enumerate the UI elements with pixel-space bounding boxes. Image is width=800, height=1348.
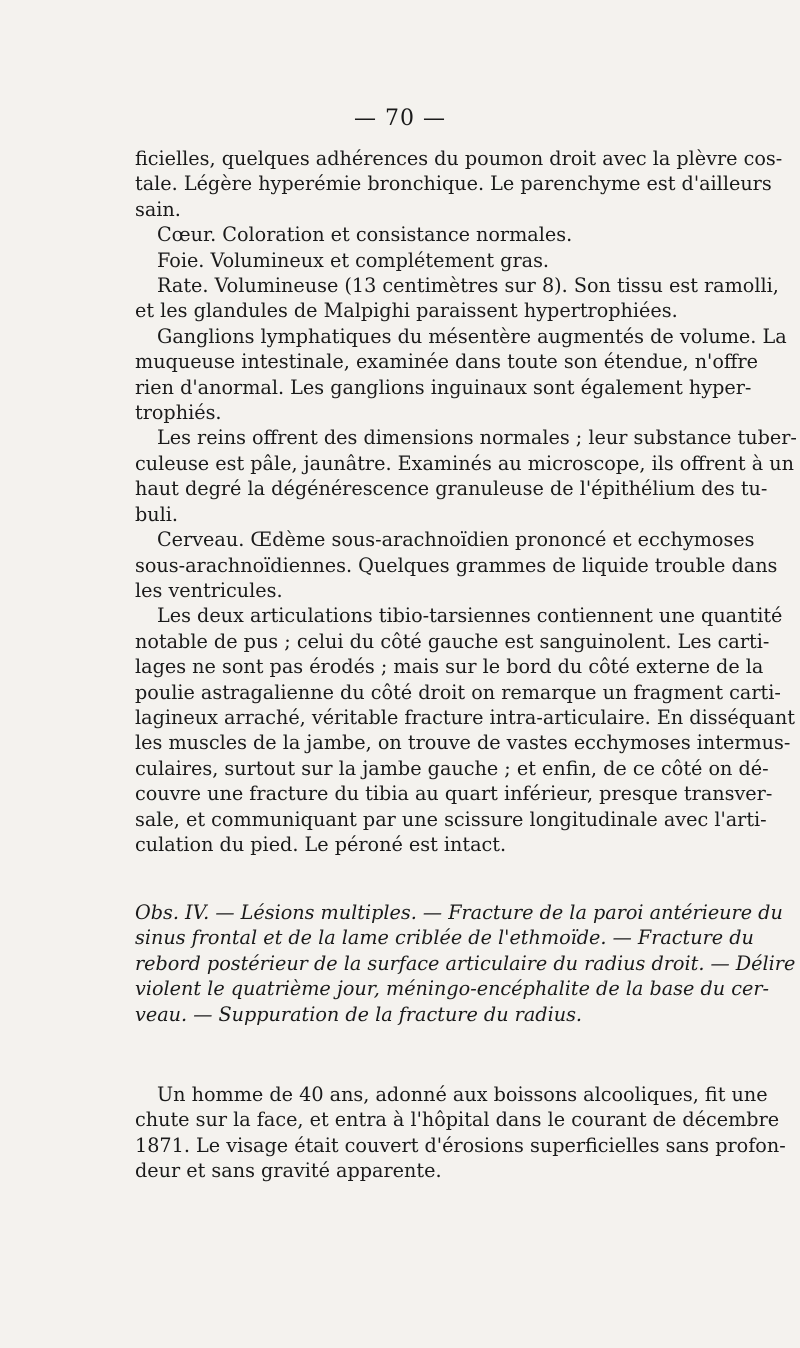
- text-line: Les reins offrent des dimensions normales ; leur substance tuber-: [157, 426, 797, 450]
- text-line: 1871. Le visage était couvert d'érosions superficielles sans profon-: [135, 1133, 786, 1157]
- text-line: buli.: [135, 502, 179, 526]
- text-line: muqueuse intestinale, examinée dans toute son étendue, n'offre: [135, 350, 759, 374]
- text-line: haut degré la dégénérescence granuleuse de l'épithélium des tu-: [135, 477, 768, 501]
- text-line: Rate. Volumineuse (13 centimètres sur 8). Son tissu est ramolli,: [157, 274, 779, 298]
- text-line: Cœur. Coloration et consistance normales.: [157, 223, 573, 247]
- text-line: Foie. Volumineux et complétement gras.: [157, 248, 550, 272]
- text-line: Cerveau. Œdème sous-arachnoïdien prononcé et ecchymoses: [157, 528, 755, 552]
- autopsy-findings: [135, 146, 797, 857]
- text-line: notable de pus ; celui du côté gauche est sanguinolent. Les carti-: [135, 629, 770, 653]
- obs-line: sinus frontal et de la lame criblée de l'ethmoïde. — Fracture du: [135, 926, 754, 950]
- text-line: lagineux arraché, véritable fracture intra-articulaire. En disséquant: [135, 705, 795, 729]
- case-history: [135, 1082, 786, 1184]
- obs-line: veau. — Suppuration de la fracture du radius.: [135, 1002, 583, 1026]
- text-line: couvre une fracture du tibia au quart inférieur, presque transver-: [135, 782, 773, 806]
- text-line: culation du pied. Le péroné est intact.: [135, 832, 507, 856]
- text-line: et les glandules de Malpighi paraissent hypertrophiées.: [135, 299, 678, 323]
- obs-line: rebord postérieur de la surface articulaire du radius droit. — Délire: [135, 951, 796, 975]
- text-line: trophiés.: [135, 401, 222, 425]
- text-line: les ventricules.: [135, 578, 283, 602]
- text-line: Les deux articulations tibio-tarsiennes contiennent une quantité: [157, 604, 783, 628]
- observation-summary: [135, 900, 796, 1027]
- text-line: sous-arachnoïdiennes. Quelques grammes de liquide trouble dans: [135, 553, 778, 577]
- text-line: culaires, surtout sur la jambe gauche ; et enfin, de ce côté on dé-: [135, 756, 769, 780]
- text-line: Un homme de 40 ans, adonné aux boissons alcooliques, fit une: [157, 1083, 768, 1106]
- text-line: sain.: [135, 197, 181, 221]
- text-line: Ganglions lymphatiques du mésentère augmentés de volume. La: [157, 324, 787, 348]
- obs-line: Obs. IV. — Lésions multiples. — Fracture de la paroi antérieure du: [135, 901, 783, 924]
- text-line: les muscles de la jambe, on trouve de vastes ecchymoses intermus-: [135, 731, 791, 755]
- text-line: ficielles, quelques adhérences du poumon droit avec la plèvre cos-: [135, 147, 783, 170]
- page-number: — 70 —: [354, 106, 446, 131]
- text-line: rien d'anormal. Les ganglions inguinaux sont également hyper-: [135, 375, 752, 399]
- text-line: sale, et communiquant par une scissure longitudinale avec l'arti-: [135, 807, 767, 831]
- obs-line: violent le quatrième jour, méningo-encéphalite de la base du cer-: [135, 977, 769, 1001]
- text-line: culeuse est pâle, jaunâtre. Examinés au microscope, ils offrent à un: [135, 451, 794, 475]
- text-line: chute sur la face, et entra à l'hôpital dans le courant de décembre: [135, 1108, 780, 1132]
- text-line: deur et sans gravité apparente.: [135, 1159, 442, 1183]
- text-line: lages ne sont pas érodés ; mais sur le bord du côté externe de la: [135, 655, 764, 679]
- text-line: tale. Légère hyperémie bronchique. Le parenchyme est d'ailleurs: [135, 172, 772, 196]
- text-line: poulie astragalienne du côté droit on remarque un fragment carti-: [135, 680, 781, 704]
